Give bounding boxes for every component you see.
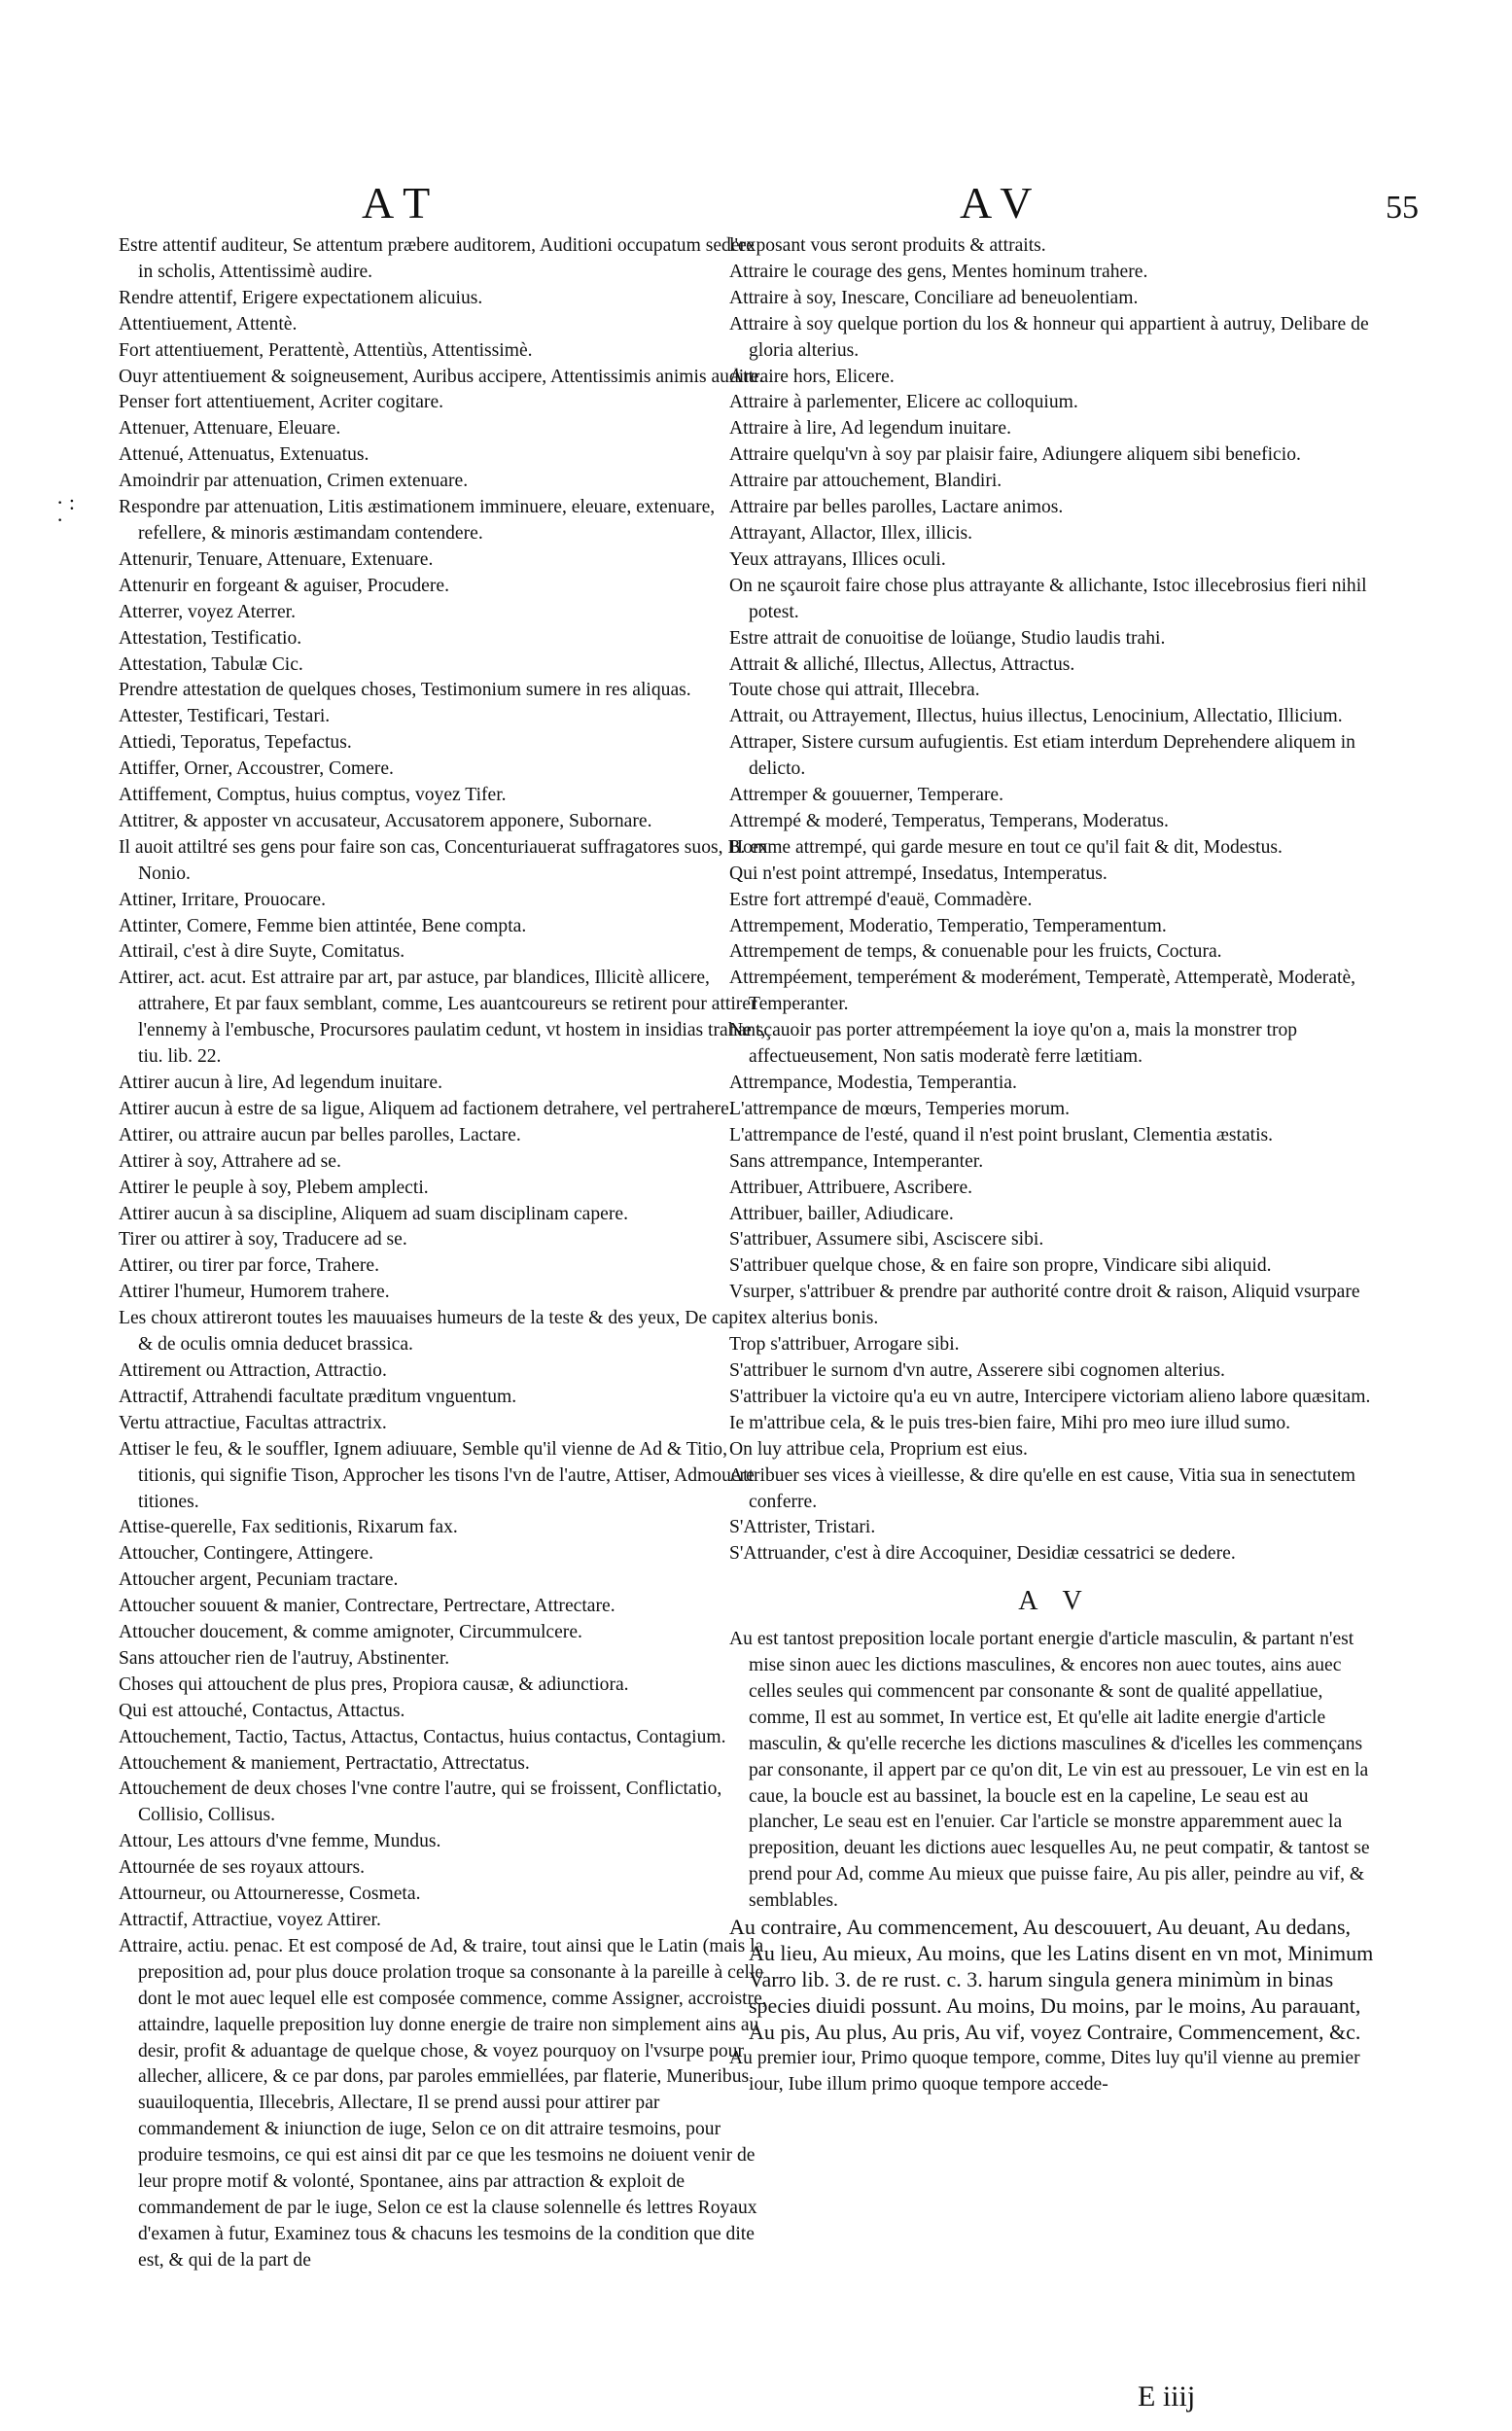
dictionary-entry: Attiffement, Comptus, huius comptus, voyez Tifer. — [119, 785, 507, 806]
right-column-entries — [729, 233, 1381, 1568]
dictionary-entry: Au premier iour, Primo quoque tempore, comme, Dites luy qu'il vienne au premier iour, Iube illum primo quoque tempore accede- — [729, 2047, 1360, 2095]
dictionary-entry: Ouyr attentiuement & soigneusement, Auribus accipere, Attentissimis animis audire. — [119, 366, 764, 387]
dictionary-entry: Respondre par attenuation, Litis æstimationem imminuere, eleuare, extenuare, refellere, & minoris æstimandam contendere. — [119, 497, 716, 544]
dictionary-entry: Estre attrait de conuoitise de loüange, Studio laudis trahi. — [729, 627, 1166, 649]
dictionary-entry: Attremper & gouuerner, Temperare. — [729, 785, 1004, 806]
dictionary-entry: Attrempement, Moderatio, Temperatio, Temperamentum. — [729, 915, 1167, 936]
dictionary-entry: Estre fort attrempé d'eauë, Commadère. — [729, 889, 1033, 910]
dictionary-entry: Attraire, actiu. penac. Et est composé de Ad, & traire, tout ainsi que le Latin (mais la preposition ad, pour plus douce prolation troque sa consonante à la pareille à celle dont le mot auec lequel elle est composée commence, comme Assigner, accroistre, attaindre, laquelle preposition luy donne energie de traire non simplement ains au desir, profit & aduantage de quelque chose, & voyez pourquoy on l'vsurpe pour allecher, allicere, & ce par dons, par paroles emmiellées, par flaterie, Muneribus suauiloquentia, Illecebris, Allectare, Il se prend aussi pour attirer par commandement & iniunction de iuge, Selon ce on dit attraire tesmoins, pour produire tesmoins, ce qui est ainsi dit par ce que les tesmoins ne doiuent venir de leur propre motif & volonté, Spontanee, ains par attraction & exploit de commandement de par le iuge, Selon ce est la clause solennelle és lettres Royaux d'examen à futur, Examinez tous & chacuns les tesmoins de la condition que dite est, & qui de la part de — [119, 1935, 767, 2271]
right-column-av-entries — [729, 1627, 1381, 2097]
dictionary-entry: Ie m'attribue cela, & le puis tres-bien faire, Mihi pro meo iure illud sumo. — [729, 1412, 1291, 1433]
dictionary-entry: S'attribuer, Assumere sibi, Asciscere sibi. — [729, 1229, 1044, 1251]
dictionary-entry: Attestation, Testificatio. — [119, 627, 302, 649]
dictionary-entry: Attraire quelqu'vn à soy par plaisir faire, Adiungere aliquem sibi beneficio. — [729, 444, 1301, 466]
dictionary-entry: Attise-querelle, Fax seditionis, Rixarum fax. — [119, 1517, 458, 1538]
dictionary-entry: Les choux attireront toutes les mauuaises humeurs de la teste & des yeux, De capite & de oculis omnia deducet brassica. — [119, 1308, 757, 1356]
dictionary-entry: S'attribuer quelque chose, & en faire son propre, Vindicare sibi aliquid. — [729, 1255, 1272, 1277]
dictionary-entry: Attenué, Attenuatus, Extenuatus. — [119, 444, 369, 466]
dictionary-entry: Attraire à parlementer, Elicere ac colloquium. — [729, 392, 1078, 413]
dictionary-entry: Attoucher doucement, & comme amignoter, Circummulcere. — [119, 1622, 582, 1643]
dictionary-entry: Attoucher argent, Pecuniam tractare. — [119, 1569, 399, 1591]
dictionary-entry: Attraire par belles parolles, Lactare animos. — [729, 497, 1064, 518]
dictionary-entry: Attoucher souuent & manier, Contrectare, Pertrectare, Attrectare. — [119, 1596, 615, 1617]
page-number: 55 — [1386, 190, 1419, 226]
dictionary-entry: Trop s'attribuer, Arrogare sibi. — [729, 1334, 960, 1356]
dictionary-entry: Vertu attractiue, Facultas attractrix. — [119, 1412, 387, 1433]
dictionary-entry: Attestation, Tabulæ Cic. — [119, 653, 303, 675]
dictionary-entry: Attrait, ou Attrayement, Illectus, huius illectus, Lenocinium, Allectatio, Illicium. — [729, 706, 1343, 727]
dictionary-entry: On ne sçauroit faire chose plus attrayante & allichante, Istoc illecebrosius fieri nihil potest. — [729, 575, 1367, 622]
running-head-right: AV — [960, 178, 1046, 228]
dictionary-entry: Attirer aucun à sa discipline, Aliquem ad suam disciplinam capere. — [119, 1203, 628, 1224]
dictionary-entry: Attinter, Comere, Femme bien attintée, Bene compta. — [119, 915, 527, 936]
dictionary-entry: Au contraire, Au commencement, Au descouuert, Au deuant, Au dedans, Au lieu, Au mieux, Au moins, que les Latins disent en vn mot, Minimum Varro lib. 3. de re rust. c. 3. harum singula genera minimùm in binas species diuidi possunt. Au moins, Du moins, par le moins, Au parauant, Au pis, Au plus, Au pris, Au vif, voyez Contraire, Commencement, &c. — [729, 1915, 1374, 2044]
dictionary-entry: S'Attruander, c'est à dire Accoquiner, Desidiæ cessatrici se dedere. — [729, 1543, 1236, 1565]
dictionary-entry: Attraire à soy quelque portion du los & honneur qui appartient à autruy, Delibare de gloria alterius. — [729, 313, 1369, 361]
dictionary-entry: On luy attribue cela, Proprium est eius. — [729, 1438, 1028, 1460]
dictionary-entry: Fort attentiuement, Perattentè, Attentiùs, Attentissimè. — [119, 339, 533, 361]
dictionary-entry: Attirer aucun à estre de sa ligue, Aliquem ad factionem detrahere, vel pertrahere. — [119, 1098, 734, 1119]
margin-marks: · : · — [56, 490, 75, 532]
dictionary-entry: Attiedi, Teporatus, Tepefactus. — [119, 732, 352, 754]
dictionary-entry: L'attrempance de mœurs, Temperies morum. — [729, 1098, 1071, 1119]
dictionary-entry: Attour, Les attours d'vne femme, Mundus. — [119, 1831, 441, 1852]
dictionary-entry: l'exposant vous seront produits & attraits. — [729, 235, 1046, 256]
dictionary-entry: Attenurir en forgeant & aguiser, Procudere. — [119, 575, 449, 596]
dictionary-entry: Attiner, Irritare, Prouocare. — [119, 889, 327, 910]
dictionary-entry: Attirer, ou tirer par force, Trahere. — [119, 1255, 379, 1277]
dictionary-entry: Attrempement de temps, & conuenable pour les fruicts, Coctura. — [729, 941, 1222, 963]
dictionary-entry: Attirer l'humeur, Humorem trahere. — [119, 1282, 390, 1303]
dictionary-entry: Attraire à soy, Inescare, Conciliare ad beneuolentiam. — [729, 287, 1139, 308]
dictionary-entry: Attirer, act. acut. Est attraire par art, par astuce, par blandices, Illicitè allicere, attrahere, Et par faux semblant, comme, Les auantcoureurs se retirent pour attirer l'ennemy à l'embusche, Procursores paulatim cedunt, vt hostem in insidias trahant, tiu. lib. 22. — [119, 968, 766, 1068]
dictionary-entry: Attirer à soy, Attrahere ad se. — [119, 1150, 341, 1172]
dictionary-entry: Tirer ou attirer à soy, Traducere ad se. — [119, 1229, 407, 1251]
dictionary-entry: Attenurir, Tenuare, Attenuare, Extenuare. — [119, 548, 434, 570]
dictionary-entry: Amoindrir par attenuation, Crimen extenuare. — [119, 471, 469, 492]
dictionary-entry: Attouchement & maniement, Pertractatio, Attrectatus. — [119, 1752, 530, 1774]
dictionary-entry: Attirer aucun à lire, Ad legendum inuitare. — [119, 1073, 442, 1093]
dictionary-entry: Attraire à lire, Ad legendum inuitare. — [729, 418, 1011, 440]
dictionary-entry: Attractif, Attractiue, voyez Attirer. — [119, 1910, 381, 1930]
dictionary-entry: Attester, Testificari, Testari. — [119, 706, 331, 727]
dictionary-entry: Homme attrempé, qui garde mesure en tout ce qu'il fait & dit, Modestus. — [729, 836, 1283, 858]
dictionary-entry: Au est tantost preposition locale portant energie d'article masculin, & partant n'est mise sinon auec les dictions masculines, & encores non auec toutes, ains auec celles seules qui commencent par consonante & sont de qualité appellatiue, comme, Il est au sommet, In vertice est, Et qu'elle ait ladite energie d'article masculin, & qu'elle recerche les dictions masculines & d'icelles les commençans par consonante, il appert par ce qu'on dit, Le vin est au pressouer, Le vin est en la caue, la boucle est au bassinet, la boucle est en la capeline, Le seau est au plancher, Le seau est en l'enuier. Car l'article se monstre apparemment auec la preposition, deuant les dictions auec lesquelles Au, ne peut compatir, & tantost se prend pour Ad, comme Au mieux que puisse faire, Au pis aller, peindre au vif, & semblables. — [729, 1629, 1370, 1912]
dictionary-entry: Attirail, c'est à dire Suyte, Comitatus. — [119, 941, 405, 963]
running-head-left: AT — [362, 178, 444, 228]
dictionary-entry: Attrempéement, temperément & moderément, Temperatè, Attemperatè, Moderatè, Temperanter. — [729, 968, 1356, 1015]
left-column — [119, 233, 770, 2274]
dictionary-entry: Attirement ou Attraction, Attractio. — [119, 1359, 387, 1381]
dictionary-entry: Estre attentif auditeur, Se attentum præbere auditorem, Auditioni occupatum sedere in scholis, Attentissimè audire. — [119, 235, 755, 282]
dictionary-entry: Attrait & alliché, Illectus, Allectus, Attractus. — [729, 653, 1075, 675]
dictionary-entry: Attraire le courage des gens, Mentes hominum trahere. — [729, 261, 1148, 282]
dictionary-entry: Rendre attentif, Erigere expectationem alicuius. — [119, 287, 483, 308]
dictionary-entry: Attentiuement, Attentè. — [119, 313, 298, 335]
dictionary-entry: Yeux attrayans, Illices oculi. — [729, 548, 946, 570]
dictionary-entry: Attouchement, Tactio, Tactus, Attactus, Contactus, huius contactus, Contagium. — [119, 1726, 726, 1747]
dictionary-entry: L'attrempance de l'esté, quand il n'est point bruslant, Clementia æstatis. — [729, 1124, 1274, 1145]
dictionary-entry: S'Attrister, Tristari. — [729, 1517, 876, 1538]
dictionary-entry: Qui n'est point attrempé, Insedatus, Intemperatus. — [729, 863, 1108, 884]
dictionary-entry: Attiffer, Orner, Accoustrer, Comere. — [119, 758, 394, 780]
dictionary-entry: Attenuer, Attenuare, Eleuare. — [119, 418, 341, 440]
dictionary-entry: Attraire hors, Elicere. — [729, 366, 895, 387]
dictionary-entry: S'attribuer le surnom d'vn autre, Asserere sibi cognomen alterius. — [729, 1359, 1225, 1381]
dictionary-entry: Attrempé & moderé, Temperatus, Temperans, Moderatus. — [729, 810, 1169, 831]
dictionary-entry: Choses qui attouchent de plus pres, Propiora causæ, & adiunctiora. — [119, 1674, 629, 1695]
dictionary-entry: Attoucher, Contingere, Attingere. — [119, 1543, 374, 1565]
dictionary-entry: Attitrer, & apposter vn accusateur, Accusatorem apponere, Subornare. — [119, 810, 652, 831]
dictionary-entry: Qui est attouché, Contactus, Attactus. — [119, 1700, 405, 1721]
section-heading-av: A V — [1018, 1586, 1092, 1617]
dictionary-entry: Attribuer, bailler, Adiudicare. — [729, 1203, 954, 1224]
dictionary-entry: Attrayant, Allactor, Illex, illicis. — [729, 522, 973, 544]
dictionary-entry: Ne sçauoir pas porter attrempéement la ioye qu'on a, mais la monstrer trop affectueusement, Non satis moderatè ferre lætitiam. — [729, 1020, 1298, 1068]
dictionary-entry: Toute chose qui attrait, Illecebra. — [729, 680, 980, 701]
dictionary-entry: Sans attrempance, Intemperanter. — [729, 1150, 984, 1172]
dictionary-entry: Atterrer, voyez Aterrer. — [119, 601, 296, 622]
dictionary-entry: Attournée de ses royaux attours. — [119, 1857, 366, 1879]
dictionary-entry: Attrempance, Modestia, Temperantia. — [729, 1073, 1017, 1093]
dictionary-entry: Vsurper, s'attribuer & prendre par authorité contre droit & raison, Aliquid vsurpare ex alterius bonis. — [729, 1282, 1360, 1329]
dictionary-entry: Attiser le feu, & le souffler, Ignem adiuuare, Semble qu'il vienne de Ad & Titio, titionis, qui signifie Tison, Approcher les tisons l'vn de l'autre, Attiser, Admouere titiones. — [119, 1438, 755, 1512]
dictionary-entry: S'attribuer la victoire qu'a eu vn autre, Intercipere victoriam alieno labore quæsitam. — [729, 1386, 1371, 1407]
right-column — [729, 233, 1381, 2097]
dictionary-entry: Attraper, Sistere cursum aufugientis. Est etiam interdum Deprehendere aliquem in delicto. — [729, 732, 1355, 780]
dictionary-entry: Attourneur, ou Attourneresse, Cosmeta. — [119, 1884, 421, 1905]
dictionary-entry: Attribuer ses vices à vieillesse, & dire qu'elle en est cause, Vitia sua in senectutem conferre. — [729, 1464, 1356, 1512]
dictionary-entry: Prendre attestation de quelques choses, Testimonium sumere in res aliquas. — [119, 680, 691, 701]
dictionary-entry: Penser fort attentiuement, Acriter cogitare. — [119, 392, 444, 413]
dictionary-entry: Attribuer, Attribuere, Ascribere. — [729, 1177, 973, 1198]
dictionary-entry: Sans attoucher rien de l'autruy, Abstinenter. — [119, 1647, 450, 1669]
dictionary-entry: Attirer le peuple à soy, Plebem amplecti. — [119, 1177, 429, 1198]
dictionary-entry: Attractif, Attrahendi facultate præditum vnguentum. — [119, 1386, 517, 1407]
dictionary-entry: Il auoit attiltré ses gens pour faire son cas, Concenturiauerat suffragatores suos, B. ex Nonio. — [119, 836, 768, 884]
dictionary-entry: Attouchement de deux choses l'vne contre l'autre, qui se froissent, Conflictatio, Collisio, Collisus. — [119, 1779, 722, 1826]
signature-mark: E iiij — [1138, 2380, 1196, 2413]
dictionary-entry: Attraire par attouchement, Blandiri. — [729, 471, 1002, 492]
dictionary-entry: Attirer, ou attraire aucun par belles parolles, Lactare. — [119, 1124, 521, 1145]
